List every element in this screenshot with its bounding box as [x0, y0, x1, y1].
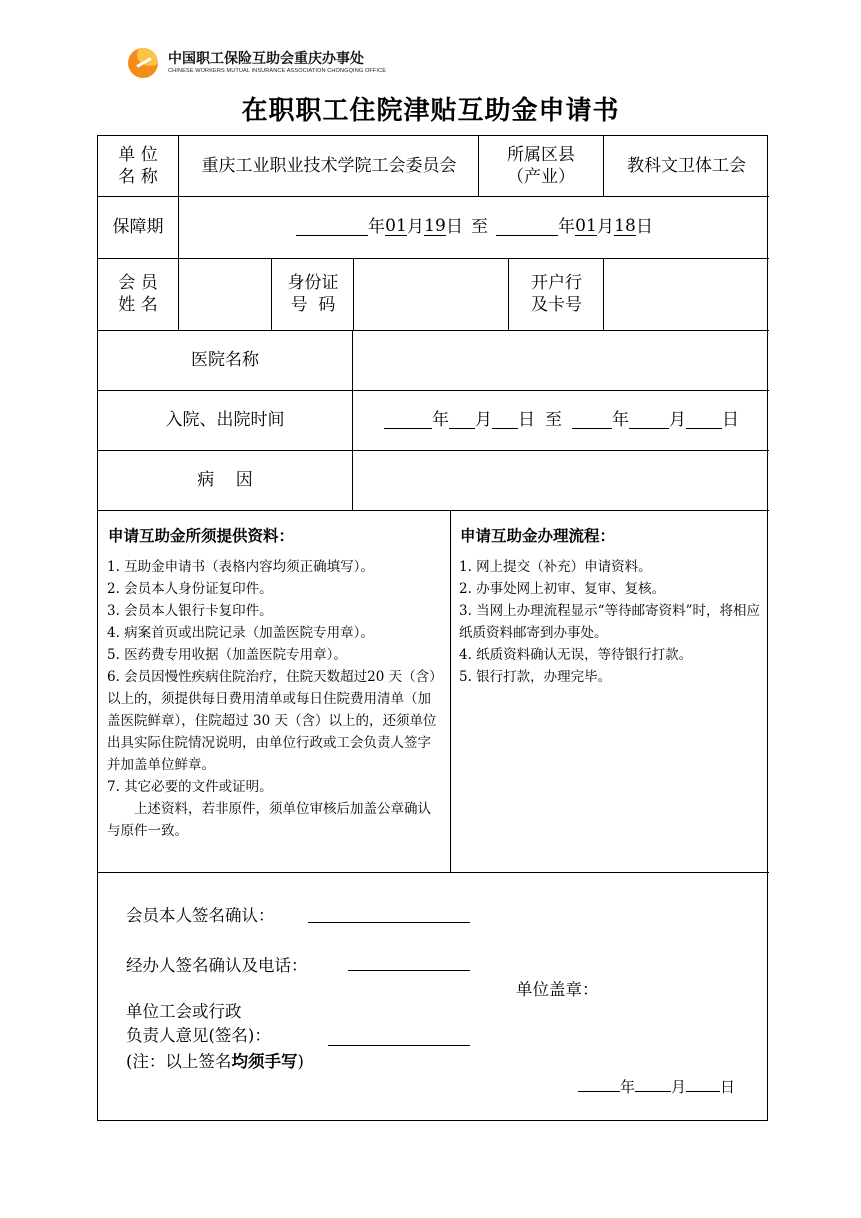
- day-char: 日: [636, 217, 653, 237]
- period-end-day[interactable]: 18: [614, 216, 636, 236]
- materials-item: 6. 会员因慢性疾病住院治疗，住院天数超过20 天（含）以上的，须提供每日费用清单或每日住院费用清单（加盖医院鲜章），住院超过 30 天（含）以上的，还须单位出具实际住院情况说明，由单位行政或工会负责人签字并加盖单位鲜章。: [107, 669, 443, 773]
- year-char: 年: [620, 1078, 636, 1096]
- bank-card-field[interactable]: [605, 258, 769, 330]
- period-start-year-blank[interactable]: [296, 218, 368, 236]
- period-start-day[interactable]: 19: [424, 216, 446, 236]
- month-char: 月: [407, 217, 424, 237]
- year-char: 年: [432, 410, 449, 430]
- seal-date-field[interactable]: [578, 1076, 735, 1097]
- col-divider: [178, 196, 179, 258]
- seal-day-blank[interactable]: [686, 1076, 720, 1092]
- member-signature-label: 会员本人签名确认：: [126, 906, 275, 925]
- process-item: 3. 当网上办理流程显示“等待邮寄资料”时，将相应纸质资料邮寄到办事处。: [459, 603, 760, 641]
- col-divider: [603, 258, 604, 330]
- process-heading: 申请互助金办理流程：: [460, 527, 616, 545]
- union-opinion-label-1: 单位工会或行政: [126, 1002, 242, 1021]
- period-end-month[interactable]: 01: [575, 216, 597, 236]
- member-name-field[interactable]: [180, 258, 271, 330]
- month-char: 月: [669, 410, 686, 430]
- process-list: [459, 556, 764, 688]
- materials-item: 5. 医药费专用收据（加盖医院专用章）。: [107, 647, 347, 663]
- org-name-en: CHINESE WORKERS MUTUAL INSURANCE ASSOCIATION CHONGQING OFFICE: [168, 68, 387, 74]
- col-divider: [508, 258, 509, 330]
- col-divider: [352, 330, 353, 510]
- member-name-label: 会 员 姓 名: [118, 273, 158, 315]
- coverage-period-field[interactable]: [180, 196, 769, 258]
- signature-note: [126, 1048, 304, 1072]
- illness-cause-field[interactable]: [354, 450, 769, 510]
- row-divider: [98, 510, 769, 511]
- day-char: 日: [720, 1078, 736, 1096]
- materials-item: 7. 其它必要的文件或证明。: [107, 779, 273, 795]
- month-char: 月: [475, 410, 492, 430]
- hospital-name-field[interactable]: [354, 330, 769, 390]
- form-title: 在职职工住院津贴互助金申请书: [241, 96, 620, 126]
- discharge-month-blank[interactable]: [629, 411, 669, 429]
- note-emphasis: 均须手写: [231, 1052, 298, 1071]
- materials-item: 3. 会员本人银行卡复印件。: [107, 603, 273, 619]
- process-item: 5. 银行打款，办理完毕。: [459, 669, 612, 685]
- month-char: 月: [671, 1078, 687, 1096]
- unit-name-label: 单 位 名 称: [118, 145, 158, 187]
- member-signature-line[interactable]: [308, 922, 470, 923]
- to-char: 至: [545, 410, 562, 430]
- handler-signature-label: 经办人签名确认及电话：: [126, 956, 308, 975]
- row-divider: [98, 872, 769, 873]
- admit-month-blank[interactable]: [449, 411, 475, 429]
- admit-day-blank[interactable]: [492, 411, 518, 429]
- bank-card-label: 开户行 及卡号: [531, 273, 582, 315]
- district-label: 所属区县 （产业）: [507, 145, 575, 187]
- year-char: 年: [612, 410, 629, 430]
- col-divider: [271, 258, 272, 330]
- admission-time-label: 入院、出院时间: [165, 410, 285, 430]
- unit-seal-label: 单位盖章：: [516, 980, 599, 999]
- materials-note: 上述资料，若非原件，须单位审核后加盖公章确认与原件一致。: [107, 801, 431, 839]
- application-form: [97, 135, 768, 1121]
- process-item: 4. 纸质资料确认无误，等待银行打款。: [459, 647, 693, 663]
- id-number-label: 身份证 号 码: [287, 273, 339, 315]
- admission-time-field[interactable]: [354, 390, 769, 450]
- materials-heading: 申请互助金所须提供资料：: [108, 527, 295, 545]
- illness-cause-label: 病 因: [197, 470, 253, 490]
- materials-item: 4. 病案首页或出院记录（加盖医院专用章）。: [107, 625, 374, 641]
- note-prefix: (注：以上签名: [126, 1052, 232, 1071]
- materials-item: 2. 会员本人身份证复印件。: [107, 581, 273, 597]
- col-divider: [178, 258, 179, 330]
- discharge-day-blank[interactable]: [686, 411, 722, 429]
- col-divider: [178, 136, 179, 196]
- hospital-name-label: 医院名称: [191, 350, 259, 370]
- process-item: 2. 办事处网上初审、复审、复核。: [459, 581, 666, 597]
- col-divider: [450, 510, 451, 872]
- period-start-month[interactable]: 01: [385, 216, 407, 236]
- district-value[interactable]: 教科文卫体工会: [627, 156, 746, 176]
- materials-item: 1. 互助金申请书（表格内容均须正确填写）。: [107, 559, 374, 575]
- to-char: 至: [471, 217, 488, 237]
- period-end-year-blank[interactable]: [496, 218, 558, 236]
- day-char: 日: [518, 410, 535, 430]
- org-logo-icon: [128, 48, 158, 78]
- note-suffix: ): [297, 1052, 304, 1071]
- handler-signature-line[interactable]: [348, 970, 470, 971]
- union-opinion-label-2: 负责人意见(签名)：: [126, 1026, 271, 1045]
- seal-month-blank[interactable]: [635, 1076, 671, 1092]
- col-divider: [353, 258, 354, 330]
- seal-year-blank[interactable]: [578, 1076, 620, 1092]
- year-char: 年: [368, 217, 385, 237]
- admit-year-blank[interactable]: [384, 411, 432, 429]
- coverage-period-label: 保障期: [112, 217, 164, 237]
- id-number-field[interactable]: [355, 258, 508, 330]
- process-item: 1. 网上提交（补充）申请资料。: [459, 559, 652, 575]
- union-signature-line[interactable]: [328, 1045, 470, 1046]
- day-char: 日: [446, 217, 463, 237]
- year-char: 年: [558, 217, 575, 237]
- unit-name-value[interactable]: 重庆工业职业技术学院工会委员会: [201, 156, 457, 176]
- discharge-year-blank[interactable]: [572, 411, 612, 429]
- org-name: 中国职工保险互助会重庆办事处: [168, 51, 364, 67]
- materials-list: [107, 556, 443, 842]
- month-char: 月: [597, 217, 614, 237]
- day-char: 日: [722, 410, 739, 430]
